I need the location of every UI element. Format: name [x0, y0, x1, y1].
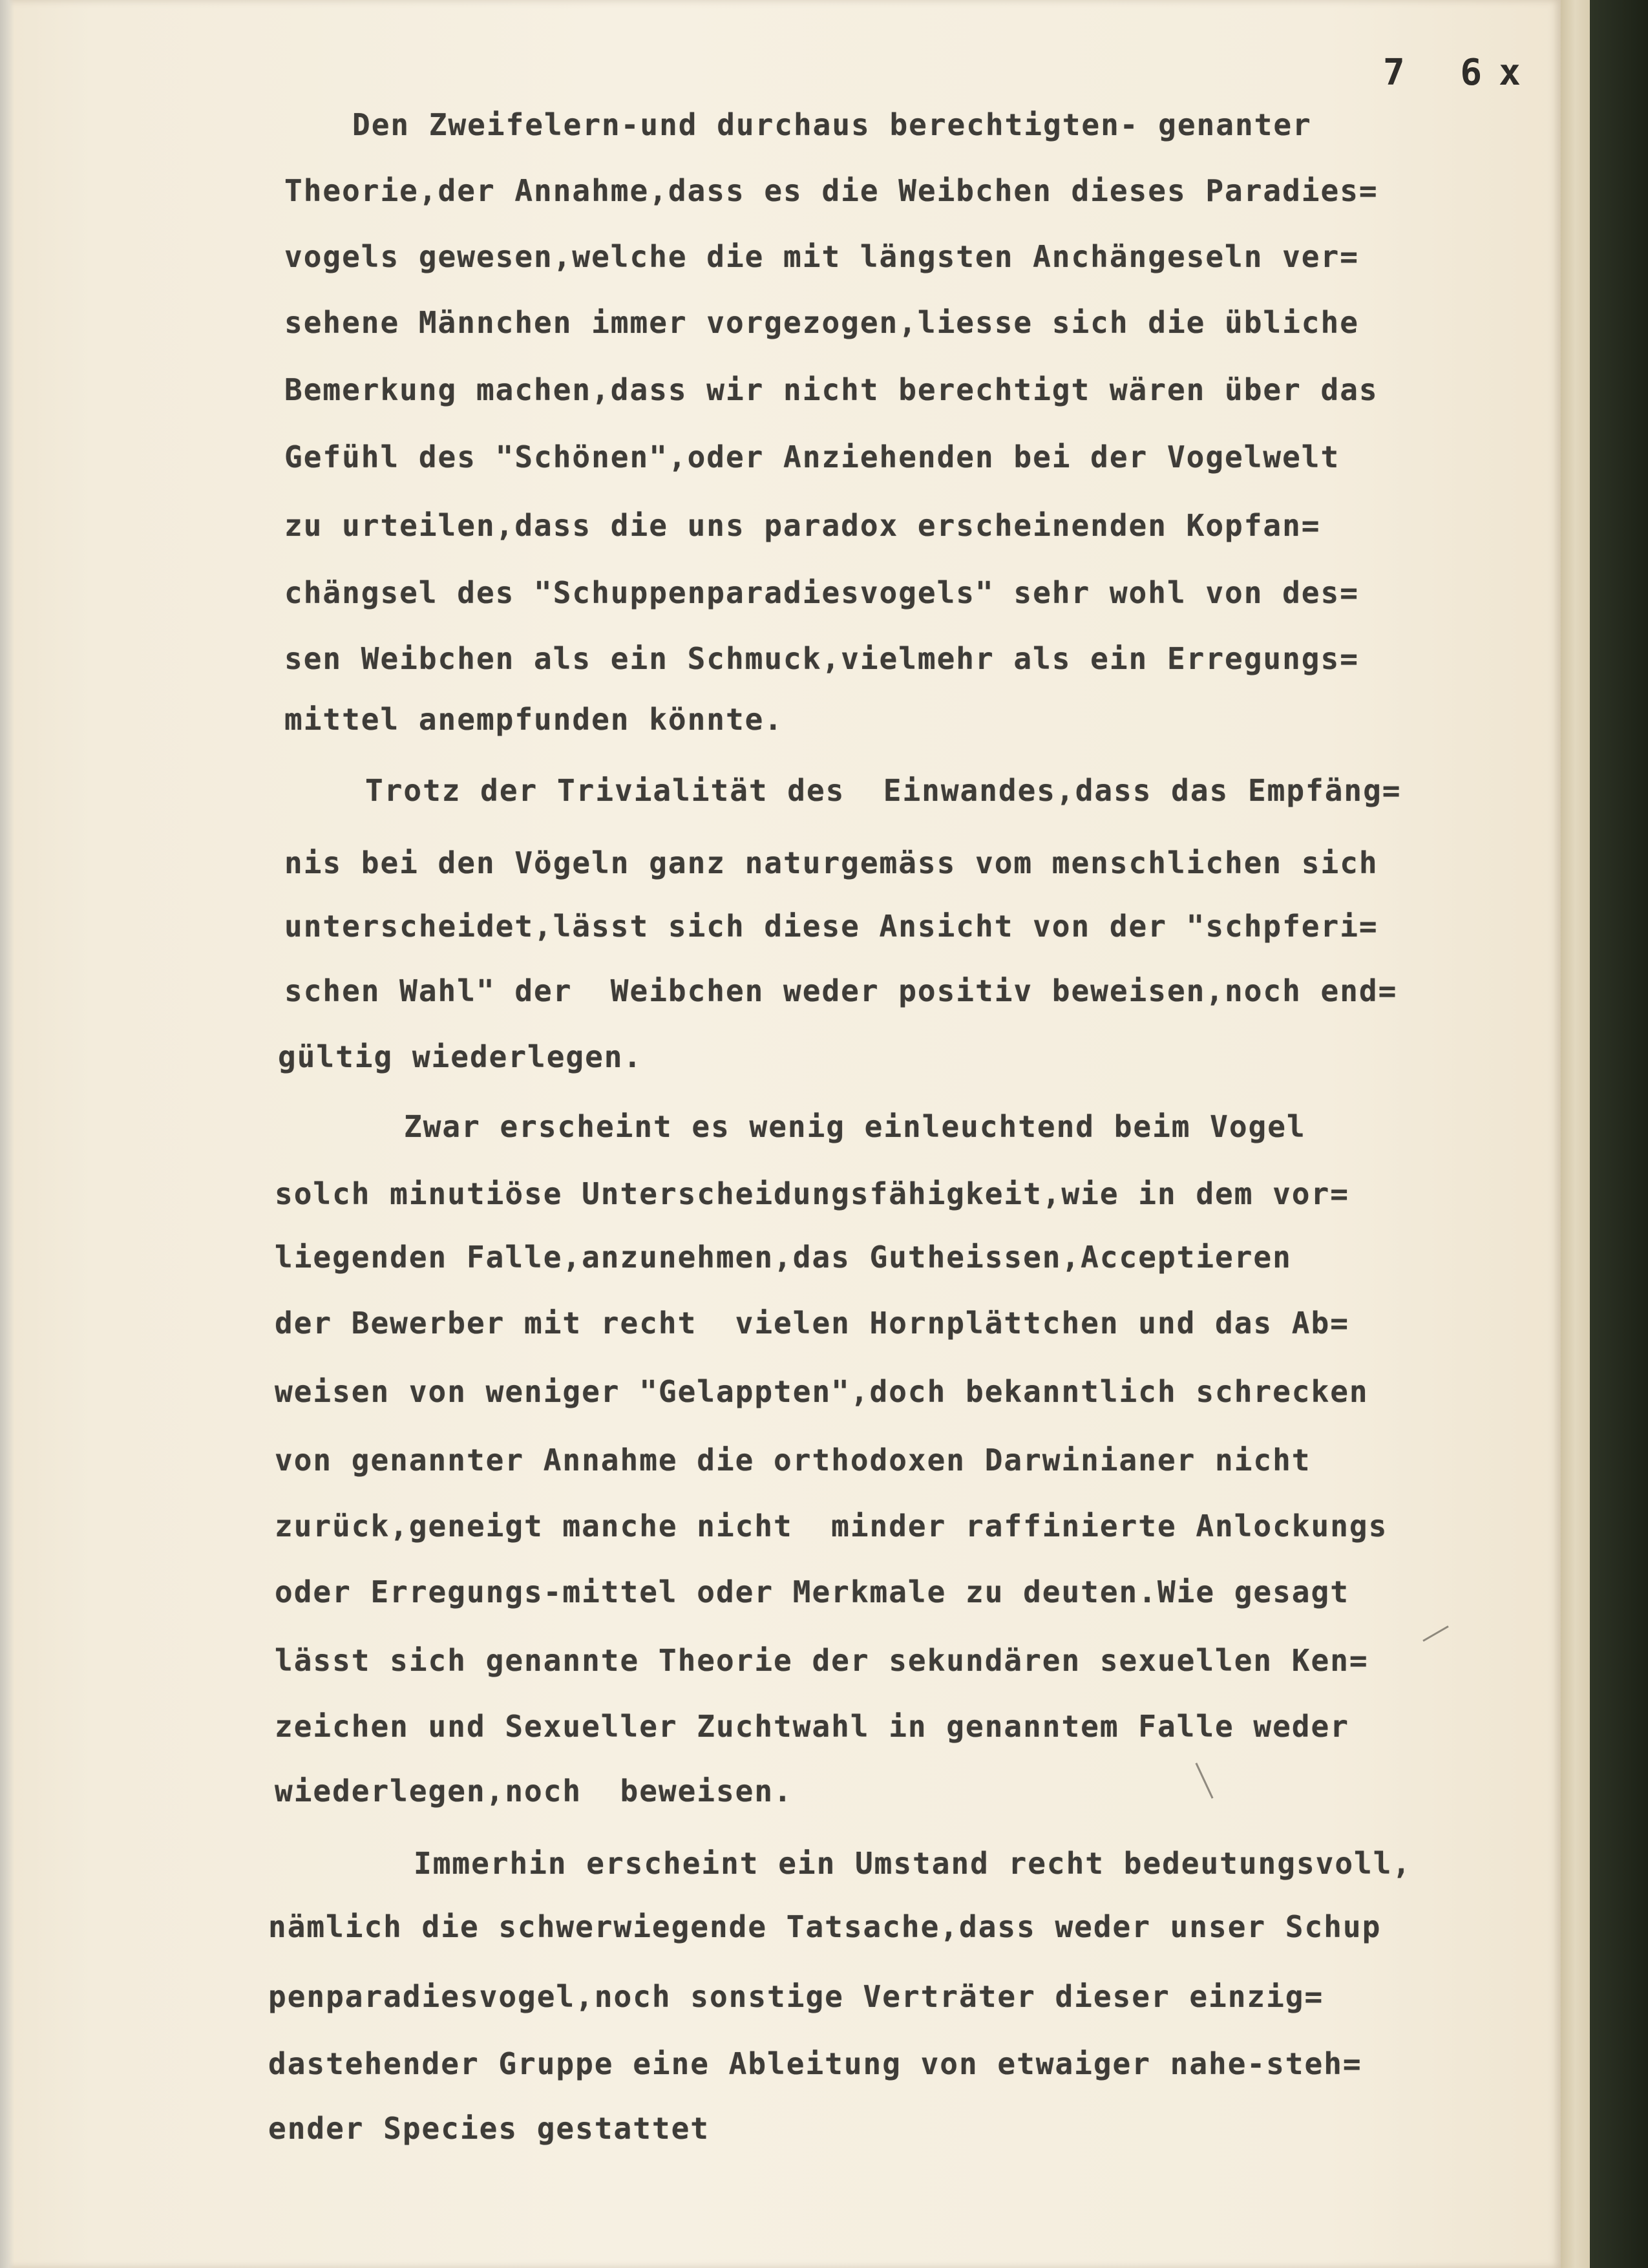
text-line: chängsel des "Schuppenparadiesvogels" sehr wohl von des= — [284, 575, 1359, 610]
pen-mark — [1422, 1626, 1448, 1642]
text-line: nis bei den Vögeln ganz naturgemäss vom menschlichen sich — [284, 845, 1379, 880]
text-line: liegenden Falle,anzunehmen,das Gutheissen,Acceptieren — [275, 1240, 1292, 1275]
text-line: ender Species gestattet — [268, 2111, 710, 2146]
text-line: Trotz der Trivialität des Einwandes,dass das Empfäng= — [365, 773, 1402, 808]
text-line: oder Erregungs-mittel oder Merkmale zu deuten.Wie gesagt — [275, 1574, 1349, 1609]
background-strip — [1590, 0, 1648, 2268]
page-number: 7 6x — [1383, 52, 1537, 94]
text-line: Gefühl des "Schönen",oder Anziehenden bei der Vogelwelt — [284, 440, 1340, 474]
text-line: Den Zweifelern-und durchaus berechtigten- genanter — [352, 107, 1312, 142]
text-line: Bemerkung machen,dass wir nicht berechtigt wären über das — [284, 372, 1379, 407]
text-line: Zwar erscheint es wenig einleuchtend beim Vogel — [404, 1109, 1306, 1144]
text-line: unterscheidet,lässt sich diese Ansicht von der "schpferi= — [284, 909, 1379, 944]
text-line: Theorie,der Annahme,dass es die Weibchen dieses Paradies= — [284, 173, 1379, 208]
text-line: penparadiesvogel,noch sonstige Verträter dieser einzig= — [268, 1979, 1324, 2014]
text-line: weisen von weniger "Gelappten",doch bekanntlich schrecken — [275, 1374, 1369, 1409]
text-line: Immerhin erscheint ein Umstand recht bedeutungsvoll, — [414, 1846, 1412, 1881]
text-line: mittel anempfunden könnte. — [284, 702, 784, 737]
text-line: von genannter Annahme die orthodoxen Darwinianer nicht — [275, 1443, 1311, 1478]
text-line: zu urteilen,dass die uns paradox erscheinenden Kopfan= — [284, 508, 1321, 543]
text-line: zeichen und Sexueller Zuchtwahl in genanntem Falle weder — [275, 1709, 1349, 1744]
pen-mark — [1195, 1763, 1213, 1799]
text-line: dastehender Gruppe eine Ableitung von etwaiger nahe-steh= — [268, 2046, 1362, 2081]
text-line: vogels gewesen,welche die mit längsten Anchängeseln ver= — [284, 239, 1359, 274]
text-line: sehene Männchen immer vorgezogen,liesse sich die übliche — [284, 305, 1359, 340]
text-line: wiederlegen,noch beweisen. — [275, 1774, 793, 1808]
text-line: sen Weibchen als ein Schmuck,vielmehr als ein Erregungs= — [284, 641, 1359, 676]
text-line: gültig wiederlegen. — [278, 1039, 643, 1074]
text-line: solch minutiöse Unterscheidungsfähigkeit,wie in dem vor= — [275, 1176, 1349, 1211]
text-line: nämlich die schwerwiegende Tatsache,dass weder unser Schup — [268, 1909, 1382, 1944]
underlying-sheet-edge — [1561, 0, 1590, 2268]
text-line: schen Wahl" der Weibchen weder positiv beweisen,noch end= — [284, 973, 1398, 1008]
text-line: lässt sich genannte Theorie der sekundären sexuellen Ken= — [275, 1643, 1369, 1678]
text-line: der Bewerber mit recht vielen Hornplättchen und das Ab= — [275, 1306, 1349, 1341]
text-line: zurück,geneigt manche nicht minder raffinierte Anlockungs — [275, 1509, 1388, 1543]
